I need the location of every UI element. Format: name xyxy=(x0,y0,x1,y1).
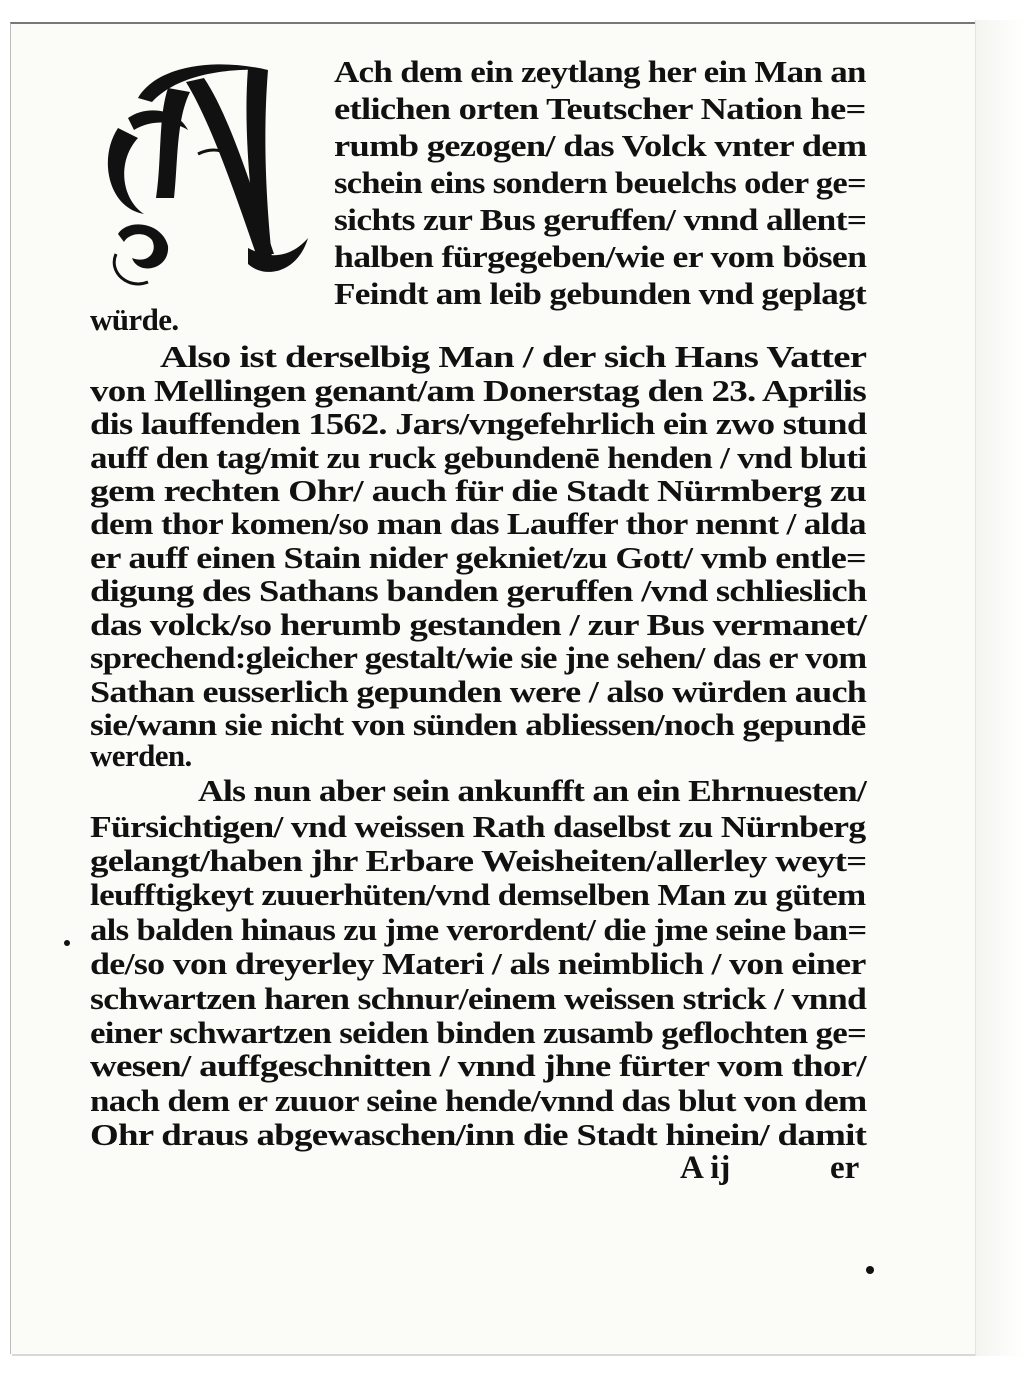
text-line: von Mellingen genant/am Donerstag den 23. Aprilis xyxy=(90,373,867,408)
text-line: würde. xyxy=(90,302,179,337)
text-line: rumb gezogen/ das Volck vnter dem xyxy=(334,128,867,163)
text-line: werden. xyxy=(90,738,192,773)
ink-speck xyxy=(866,1266,874,1274)
text-line: sprechend:gleicher gestalt/wie sie jne sehen/ das er vom xyxy=(90,640,867,675)
text-line: auff den tag/mit zu ruck gebundenē henden / vnd bluti xyxy=(90,440,867,475)
text-line: etlichen orten Teutscher Nation he= xyxy=(334,91,866,126)
text-line: halben fürgegeben/wie er vom bösen xyxy=(334,239,867,274)
text-line: Feindt am leib gebunden vnd geplagt xyxy=(334,276,867,311)
text-line: Ach dem ein zeytlang her ein Man an xyxy=(334,54,866,89)
text-line: als balden hinaus zu jme verordent/ die jme seine ban= xyxy=(90,912,867,947)
text-line: Fürsichtigen/ vnd weissen Rath daselbst zu Nürnberg xyxy=(90,809,866,844)
text-line: schwartzen haren schnur/einem weissen strick / vnnd xyxy=(90,981,867,1016)
text-line: gem rechten Ohr/ auch für die Stadt Nürmberg zu xyxy=(90,473,867,508)
text-line: einer schwartzen seiden binden zusamb geflochten ge= xyxy=(90,1015,867,1050)
text-line: dis lauffenden 1562. Jars/vngefehrlich ein zwo stund xyxy=(90,406,867,441)
text-line: dem thor komen/so man das Lauffer thor nennt / alda xyxy=(90,506,866,541)
text-line: sie/wann sie nicht von sünden abliessen/noch gepundē xyxy=(90,707,866,742)
text-line: wesen/ auffgeschnitten / vnnd jhne fürter vom thor/ xyxy=(90,1048,866,1083)
text-line: Ohr draus abgewaschen/inn die Stadt hinein/ damit xyxy=(90,1117,867,1152)
text-line: gelangt/haben jhr Erbare Weisheiten/allerley weyt= xyxy=(90,843,867,878)
catchword: er xyxy=(830,1150,860,1186)
ink-speck xyxy=(64,940,70,946)
text-line: de/so von dreyerley Materi / als neimblich / von einer xyxy=(90,946,866,981)
text-line: schein eins sondern beuelchs oder ge= xyxy=(334,165,867,200)
text-line: das volck/so herumb gestanden / zur Bus vermanet/ xyxy=(90,607,867,642)
text-line: er auff einen Stain nider gekniet/zu Gott/ vmb entle= xyxy=(90,540,866,575)
text-line: sichts zur Bus geruffen/ vnnd allent= xyxy=(334,202,867,237)
text-line: nach dem er zuuor seine hende/vnnd das blut von dem xyxy=(90,1083,867,1118)
text-line: leufftigkeyt zuuerhüten/vnd demselben Man zu gütem xyxy=(90,877,866,912)
text-line: Also ist derselbig Man / der sich Hans Vatter xyxy=(160,339,867,374)
text-line: Als nun aber sein ankunfft an ein Ehrnuesten/ xyxy=(198,773,867,808)
text-line: Sathan eusserlich gepunden were / also würden auch xyxy=(90,674,867,709)
signature-mark: A ij xyxy=(680,1150,731,1186)
page-edge xyxy=(975,20,1024,1356)
text-line: digung des Sathans banden geruffen /vnd schlieslich xyxy=(90,573,867,608)
decorated-initial-n xyxy=(98,58,318,298)
